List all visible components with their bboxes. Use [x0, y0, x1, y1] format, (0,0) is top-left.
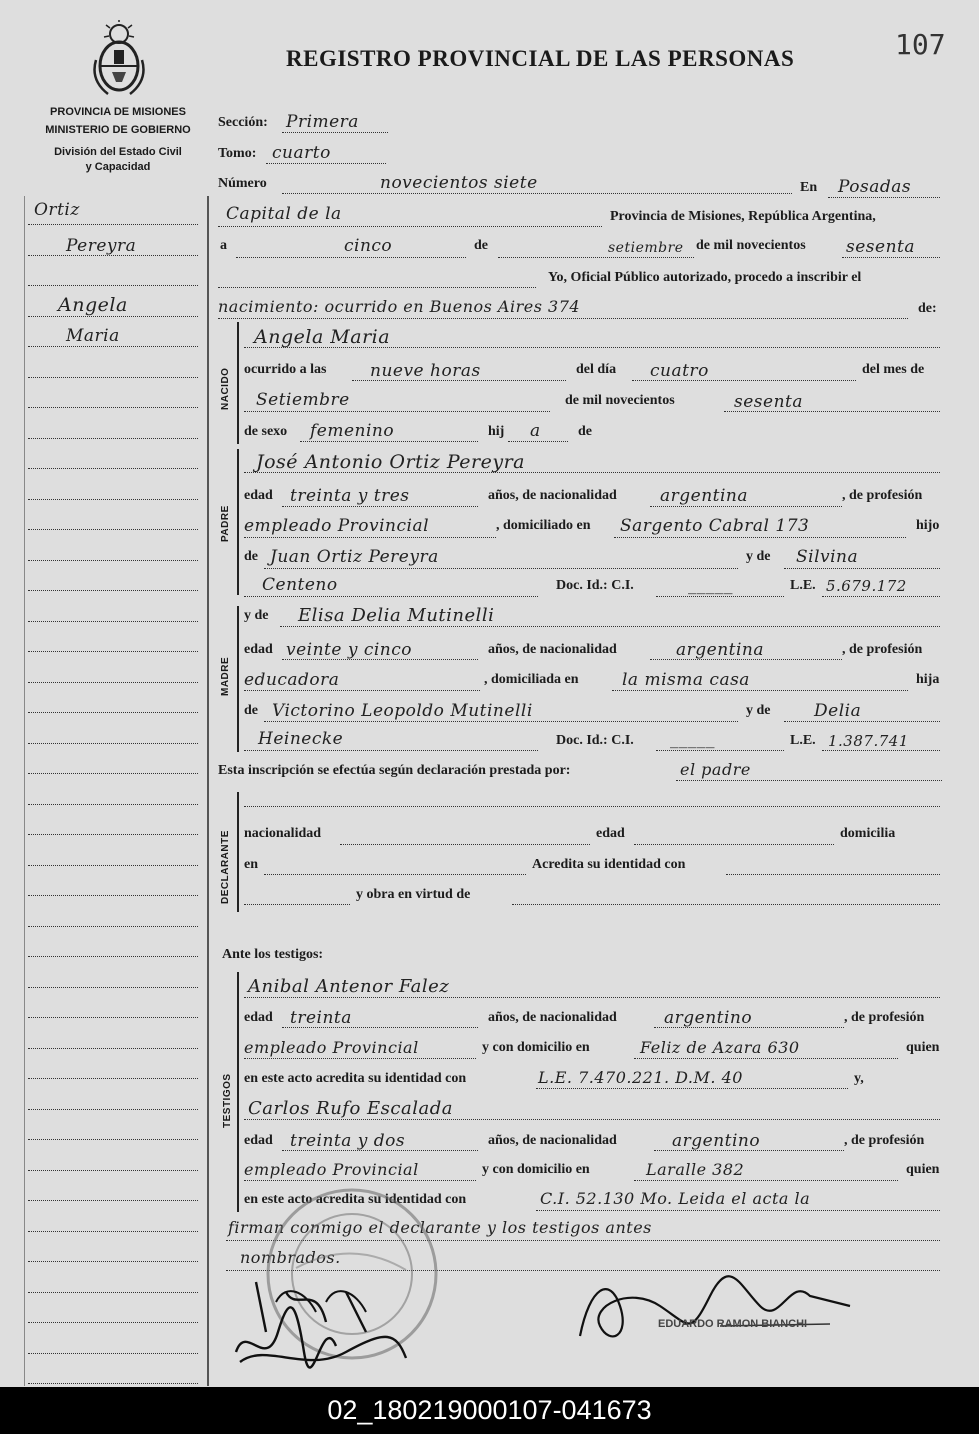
t2-profesion-value: empleado Provincial: [244, 1160, 419, 1179]
madre-profesion-label: , de profesión: [842, 642, 923, 657]
margin-ruled-line: [28, 1048, 198, 1049]
padre-doc-value: _____: [688, 575, 733, 595]
page-number: 107: [895, 28, 946, 61]
declarante-acredita-rule: [726, 874, 940, 875]
madre-section-label: MADRE: [220, 656, 231, 696]
madre-hija-label: hija: [916, 672, 940, 687]
declarante-en-rule: [264, 874, 526, 875]
seccion-value: Primera: [286, 112, 359, 132]
madre-nacionalidad-value: argentina: [676, 640, 765, 660]
padre-edad-value: treinta y tres: [290, 486, 410, 506]
declarante-section-label: DECLARANTE: [220, 830, 231, 904]
declaracion-rule: [676, 780, 942, 781]
madre-de-label: de: [244, 703, 258, 718]
t1-identidad-label: en este acto acredita su identidad con: [244, 1071, 467, 1086]
tomo-value: cuarto: [272, 143, 331, 163]
declarante-edad-label: edad: [596, 826, 625, 841]
declaracion-value: el padre: [680, 760, 751, 779]
madre-bracket: [237, 606, 239, 752]
margin-ruled-line: [28, 1200, 198, 1201]
madre-yde2-label: y de: [746, 703, 771, 718]
ministry-heading: MINISTERIO DE GOBIERNO: [45, 124, 191, 136]
declarante-nombre-rule: [244, 806, 940, 807]
declaracion-text: Esta inscripción se efectúa según declaración prestada por:: [218, 763, 571, 778]
nacido-hij-rule: [508, 441, 568, 442]
fecha-anio-value: sesenta: [846, 237, 915, 257]
margin-ruled-line: [28, 834, 198, 835]
madre-domicilio-value: la misma casa: [622, 670, 750, 690]
t2-profesion-label: , de profesión: [844, 1133, 925, 1148]
cierre-text-1: firman conmigo el declarante y los testigos antes: [228, 1218, 652, 1237]
declarante-domicilio-label: domicilia: [840, 826, 896, 841]
margin-ruled-line: [28, 621, 198, 622]
margin-ruled-line: [28, 346, 198, 347]
padre-edad-label: edad: [244, 488, 273, 503]
blank-rule: [218, 287, 536, 288]
en-rule: [828, 197, 940, 198]
t1-profesion-value: empleado Provincial: [244, 1038, 419, 1057]
margin-ruled-line: [28, 1078, 198, 1079]
madre-doc-label: Doc. Id.: C.I.: [556, 733, 634, 748]
declarante-obra-label: y obra en virtud de: [356, 887, 471, 902]
padre-profesion-rule: [244, 537, 496, 538]
margin-ruled-line: [28, 1231, 198, 1232]
nacido-sexo-label: de sexo: [244, 424, 288, 439]
madre-doc-rule: [656, 750, 784, 751]
t1-domicilio-rule: [634, 1058, 898, 1059]
margin-ruled-line: [28, 407, 198, 408]
madre-domicilio-label: , domiciliada en: [484, 672, 579, 687]
madre-domicilio-rule: [612, 690, 908, 691]
fecha-anio-rule: [842, 257, 940, 258]
nacido-bracket: [237, 322, 239, 444]
provincia-text: Provincia de Misiones, República Argentina,: [610, 209, 876, 224]
padre-de-label: de: [244, 549, 258, 564]
margin-ruled-line: [28, 377, 198, 378]
margin-ruled-line: [28, 1383, 198, 1384]
margin-divider: [207, 196, 209, 1386]
padre-domicilio-value: Sargento Cabral 173: [620, 516, 810, 536]
madre-madrede-2-rule: [244, 750, 538, 751]
nacido-sexo-value: femenino: [310, 421, 395, 441]
t1-domicilio-value: Feliz de Azara 630: [640, 1038, 800, 1057]
margin-ruled-line: [28, 1261, 198, 1262]
t1-domicilio-label: y con domicilio en: [482, 1040, 590, 1055]
t1-y-label: y,: [854, 1071, 864, 1086]
madre-padre-de: Victorino Leopoldo Mutinelli: [272, 701, 533, 721]
testigos-section-label: TESTIGOS: [222, 1073, 233, 1128]
margin-ruled-line: [28, 773, 198, 774]
t1-nombre: Anibal Antenor Falez: [248, 976, 450, 997]
nacido-mes-label: del mes de: [862, 362, 925, 377]
margin-ruled-line: [28, 438, 198, 439]
nacido-anio-value: sesenta: [734, 392, 803, 412]
margin-ruled-line: [28, 1353, 198, 1354]
padre-madre-de-2: Centeno: [262, 575, 338, 595]
margin-ruled-line: [28, 560, 198, 561]
fecha-mes-value: setiembre: [608, 240, 684, 256]
nacido-dia-value: cuatro: [650, 361, 709, 381]
acto-de-label: de:: [918, 301, 937, 316]
declarante-nacionalidad-rule: [340, 844, 590, 845]
t1-quien-label: quien: [906, 1040, 940, 1055]
t2-domicilio-label: y con domicilio en: [482, 1162, 590, 1177]
t2-nacionalidad-value: argentino: [672, 1131, 761, 1151]
margin-ruled-line: [28, 956, 198, 957]
declarante-bracket: [237, 792, 239, 912]
padre-section-label: PADRE: [220, 505, 231, 542]
t2-identidad-label: en este acto acredita su identidad con: [244, 1192, 467, 1207]
numero-value: novecientos siete: [380, 173, 538, 193]
padre-madre-de-1: Silvina: [796, 547, 859, 567]
testigos-ante-label: Ante los testigos:: [222, 947, 324, 962]
padre-domicilio-rule: [614, 537, 906, 538]
margin-ruled-line: [28, 1170, 198, 1171]
madre-nombre-rule: [280, 626, 940, 627]
margin-border: [24, 196, 25, 1386]
witness-signatures: [226, 1262, 416, 1382]
fecha-a-label: a: [220, 238, 227, 253]
padre-bracket: [237, 449, 239, 595]
numero-label: Número: [218, 176, 267, 191]
t1-identidad-rule: [536, 1088, 848, 1089]
margin-surname-2: Pereyra: [66, 236, 137, 256]
document-title: REGISTRO PROVINCIAL DE LAS PERSONAS: [286, 46, 795, 71]
margin-ruled-line: [28, 895, 198, 896]
acto-rule: [218, 318, 908, 319]
padre-doc-label: Doc. Id.: C.I.: [556, 578, 634, 593]
t2-anios-label: años, de nacionalidad: [488, 1133, 617, 1148]
madre-le-label: L.E.: [790, 733, 816, 748]
cierre-text-2: nombrados.: [240, 1248, 341, 1267]
oficial-text: Yo, Oficial Público autorizado, procedo a inscribir el: [548, 270, 862, 285]
margin-ruled-line: [28, 865, 198, 866]
madre-madrede-rule: [784, 721, 940, 722]
archive-caption: 02_180219000107-041673: [0, 1387, 979, 1434]
padre-profesion-label: , de profesión: [842, 488, 923, 503]
t1-nombre-rule: [244, 997, 940, 998]
padre-le-rule: [822, 596, 940, 597]
madre-profesion-rule: [244, 690, 480, 691]
nacido-hora-value: nueve horas: [370, 361, 481, 381]
madre-madre-de-1: Delia: [814, 701, 862, 721]
margin-ruled-line: [28, 712, 198, 713]
margin-ruled-line: [28, 804, 198, 805]
t1-identidad-value: L.E. 7.470.221. D.M. 40: [538, 1068, 743, 1087]
nacido-sexo-rule: [300, 441, 478, 442]
nacido-mes-value: Setiembre: [256, 390, 350, 410]
madre-edad-label: edad: [244, 642, 273, 657]
seccion-rule: [282, 132, 388, 133]
padre-hijo-label: hijo: [916, 518, 940, 533]
t2-nombre-rule: [244, 1119, 940, 1120]
margin-surname-1: Ortiz: [34, 200, 80, 220]
nacido-dia-label: del día: [576, 362, 617, 377]
nacido-mes-rule: [244, 411, 550, 412]
padre-edad-rule: [282, 506, 478, 507]
padre-yde-label: y de: [746, 549, 771, 564]
t1-edad-value: treinta: [290, 1008, 352, 1028]
margin-ruled-line: [28, 224, 198, 225]
nacido-mil-label: de mil novecientos: [565, 393, 675, 408]
madre-anios-label: años, de nacionalidad: [488, 642, 617, 657]
margin-ruled-line: [28, 987, 198, 988]
padre-domicilio-label: , domiciliado en: [496, 518, 591, 533]
padre-nacionalidad-value: argentina: [660, 486, 749, 506]
fecha-mes-rule: [498, 257, 694, 258]
en-value: Posadas: [838, 177, 912, 197]
t2-domicilio-value: Laralle 382: [646, 1160, 745, 1179]
en-label: En: [800, 180, 818, 195]
margin-ruled-line: [28, 1322, 198, 1323]
padre-padre-de: Juan Ortiz Pereyra: [270, 547, 439, 567]
t2-identidad-rule: [536, 1210, 940, 1211]
margin-ruled-line: [28, 1292, 198, 1293]
margin-ruled-line: [28, 529, 198, 530]
madre-padrede-rule: [264, 721, 738, 722]
nacido-hij-value: a: [530, 421, 541, 441]
division-heading-2: y Capacidad: [85, 161, 151, 173]
madre-yde-label: y de: [244, 608, 269, 623]
tomo-label: Tomo:: [218, 146, 257, 161]
nacido-nombre: Angela Maria: [254, 326, 391, 348]
padre-madrede-rule: [784, 568, 940, 569]
madre-edad-value: veinte y cinco: [286, 640, 413, 660]
fecha-dia-rule: [236, 257, 466, 258]
madre-profesion-value: educadora: [244, 670, 340, 690]
testigos-bracket: [237, 972, 239, 1212]
margin-ruled-line: [28, 1109, 198, 1110]
official-name-stamp: EDUARDO RAMON BIANCHI: [658, 1318, 808, 1330]
division-heading: División del Estado Civil: [54, 146, 182, 158]
madre-le-value: 1.387.741: [828, 732, 909, 750]
margin-ruled-line: [28, 1139, 198, 1140]
margin-ruled-line: [28, 499, 198, 500]
declarante-en-label: en: [244, 857, 258, 872]
capital-rule: [218, 226, 602, 227]
fecha-mil-label: de mil novecientos: [696, 238, 806, 253]
padre-profesion-value: empleado Provincial: [244, 516, 430, 536]
madre-madre-de-2: Heinecke: [258, 729, 344, 749]
t1-profesion-label: , de profesión: [844, 1010, 925, 1025]
nacido-ocurrido-label: ocurrido a las: [244, 362, 327, 377]
t1-nacionalidad-value: argentino: [664, 1008, 753, 1028]
margin-ruled-line: [28, 1017, 198, 1018]
t2-quien-label: quien: [906, 1162, 940, 1177]
official-signature: [570, 1266, 860, 1350]
nacido-de-label: de: [578, 424, 592, 439]
fecha-de-label: de: [474, 238, 488, 253]
t2-edad-value: treinta y dos: [290, 1131, 406, 1151]
t1-anios-label: años, de nacionalidad: [488, 1010, 617, 1025]
seccion-label: Sección:: [218, 115, 268, 130]
padre-anios-label: años, de nacionalidad: [488, 488, 617, 503]
fecha-dia-value: cinco: [344, 236, 393, 256]
margin-ruled-line: [28, 468, 198, 469]
margin-ruled-line: [28, 926, 198, 927]
padre-nombre: José Antonio Ortiz Pereyra: [256, 451, 525, 473]
margin-ruled-line: [28, 743, 198, 744]
t1-profesion-rule: [244, 1058, 476, 1059]
padre-nacionalidad-rule: [650, 506, 842, 507]
declarante-acredita-label: Acredita su identidad con: [532, 857, 686, 872]
padre-doc-rule: [656, 596, 784, 597]
declarante-edad-rule: [634, 844, 834, 845]
tomo-rule: [266, 163, 386, 164]
padre-le-label: L.E.: [790, 578, 816, 593]
nacido-section-label: NACIDO: [220, 367, 231, 410]
padre-madrede-2-rule: [244, 596, 538, 597]
margin-name-2: Maria: [66, 326, 120, 346]
t1-edad-label: edad: [244, 1010, 273, 1025]
margin-name-1: Angela: [58, 294, 128, 316]
madre-nombre: Elisa Delia Mutinelli: [298, 605, 495, 626]
declarante-nacionalidad-label: nacionalidad: [244, 826, 322, 841]
t2-domicilio-rule: [634, 1180, 898, 1181]
nacido-hij-label: hij: [488, 424, 505, 439]
margin-ruled-line: [28, 590, 198, 591]
capital-value: Capital de la: [226, 204, 342, 224]
margin-ruled-line: [28, 285, 198, 286]
t2-identidad-value: C.I. 52.130 Mo. Leida el acta la: [540, 1189, 811, 1208]
acto-value: nacimiento: ocurrido en Buenos Aires 374: [218, 297, 581, 316]
numero-rule: [282, 193, 792, 194]
margin-ruled-line: [28, 682, 198, 683]
declarante-obra-pre-rule: [244, 904, 350, 905]
margin-ruled-line: [28, 651, 198, 652]
padre-le-value: 5.679.172: [826, 577, 907, 595]
madre-le-rule: [822, 750, 940, 751]
madre-doc-value: _____: [670, 729, 715, 749]
province-heading: PROVINCIA DE MISIONES: [50, 106, 186, 118]
t2-nombre: Carlos Rufo Escalada: [248, 1098, 453, 1119]
t2-edad-label: edad: [244, 1133, 273, 1148]
declarante-obra-rule: [512, 904, 940, 905]
padre-padrede-rule: [264, 568, 738, 569]
coat-of-arms-icon: [88, 20, 150, 98]
